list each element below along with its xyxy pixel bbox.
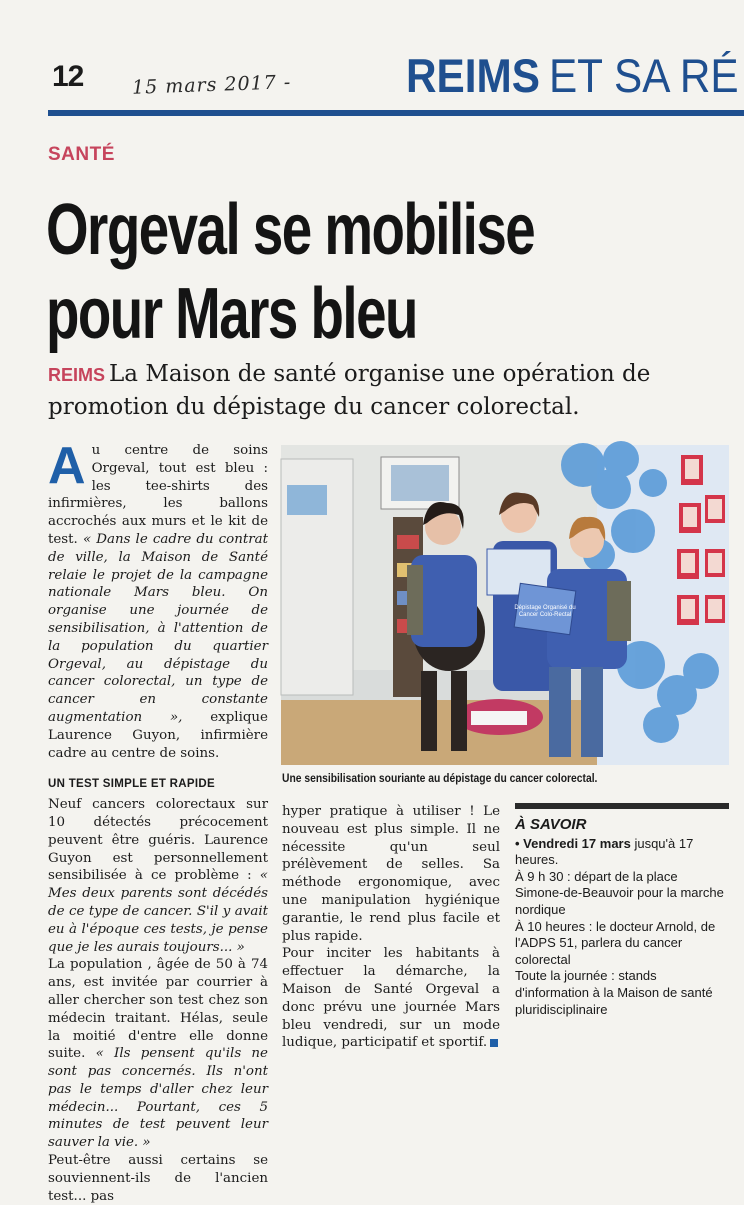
photo-caption: Une sensibilisation souriante au dépistage du cancer colorectal. <box>282 771 598 785</box>
sidebar-a-savoir <box>515 803 729 1018</box>
paragraph-3 <box>48 796 268 956</box>
page-number: 12 <box>52 60 84 93</box>
paragraph-5: Peut-être aussi certains se souviennent-ils de l'ancien test... pas <box>48 1153 268 1204</box>
handwritten-date-annotation: 15 mars 2017 - <box>131 71 292 99</box>
quote-1: « Dans le cadre du contrat de ville, la Maison de Santé relaie le projet de la campagne nationale Mars bleu. On organise une journée de sensibilisation, à l'attention de la population du quartier Orgeval, au dépistage du cancer colorectal, un type de cancer en constante augmentation », <box>48 531 268 725</box>
article-column-middle <box>282 803 500 1052</box>
sidebar-item-date <box>515 836 729 869</box>
article-kicker: SANTÉ <box>48 144 115 165</box>
dropcap-letter: A <box>48 437 86 495</box>
quote-3: « Ils pensent qu'ils ne sont pas concernés. Ils n'ont pas le temps d'aller chez leur médecin... Pourtant, ces 5 minutes de test peuvent leur sauver la vie. » <box>48 1046 268 1151</box>
paragraph-intro <box>48 437 268 762</box>
article-column-left <box>48 437 268 1205</box>
article-photo <box>281 445 729 765</box>
paragraph-6: hyper pratique à utiliser ! Le nouveau est plus simple. Il ne nécessite qu'un seul prélèvement de selles. Sa méthode ergonomique, avec une manipulation hygiénique garantie, le rend plus facile et plus rapide. <box>282 804 500 944</box>
article-headline <box>46 188 535 356</box>
headline-line-1: Orgeval se mobilise <box>46 190 535 270</box>
sidebar-date-bold: • Vendredi 17 mars <box>515 835 631 851</box>
quote-1-attribution: explique Laurence Guyon, infirmière cadre au centre de soins. <box>48 709 268 761</box>
header-rule <box>48 110 744 116</box>
paragraph-7-text: Pour inciter les habitants à effectuer la démarche, la Maison de Santé Orgeval a donc prévu une journée Mars bleu vendredi, sur un mode ludique, participatif et sportif. <box>282 946 500 1051</box>
paragraph-3-text: Neuf cancers colorectaux sur 10 détectés précocement peuvent être guéris. Laurence Guyon est personnellement sensibilisée à ce problème : <box>48 797 268 884</box>
subhead-text: La Maison de santé organise une opération de promotion du dépistage du cancer colorectal. <box>48 361 651 420</box>
paragraph-7 <box>282 945 500 1052</box>
sidebar-date-rest: jusqu'à 17 heures. <box>515 835 694 868</box>
section-header <box>406 48 739 104</box>
sidebar-item-walk: À 9 h 30 : départ de la place Simone-de-Beauvoir pour la marche nordique <box>515 868 724 917</box>
sidebar-item-stands: Toute la journée : stands d'information à la Maison de santé pluridisciplinaire <box>515 968 713 1017</box>
section-title-light: ET SA RÉ <box>548 49 739 102</box>
sidebar-item-talk: À 10 heures : le docteur Arnold, de l'ADPS 51, parlera du cancer colorectal <box>515 918 716 967</box>
section-title-strong: REIMS <box>406 49 540 102</box>
article-intertitle: UN TEST SIMPLE ET RAPIDE <box>48 778 215 791</box>
quote-2: « Mes deux parents sont décédés de ce type de cancer. S'il y avait eu à l'époque ces tests, je pense que je les aurais toujours... » <box>48 868 268 955</box>
subhead-location: REIMS <box>48 365 106 385</box>
photo-kit-label: Dépistage Organisé du Cancer Colo-Rectal <box>514 605 576 618</box>
article-subhead <box>48 358 668 423</box>
paragraph-4 <box>48 956 268 1152</box>
headline-line-2: pour Mars bleu <box>46 274 417 354</box>
sidebar-title: À SAVOIR <box>515 816 587 833</box>
end-of-article-square-icon <box>490 1039 498 1047</box>
paragraph-intro-text: u centre de soins Orgeval, tout est bleu : les tee-shirts des infirmières, les ballons accrochés aux murs et le kit de test. <box>48 443 268 547</box>
paragraph-4-text: La population , âgée de 50 à 74 ans, est invitée par courrier à aller chercher son test chez son médecin traitant. Hélas, seule la moitié d'entre elle donne suite. <box>48 957 268 1062</box>
sidebar-rule <box>515 803 729 809</box>
